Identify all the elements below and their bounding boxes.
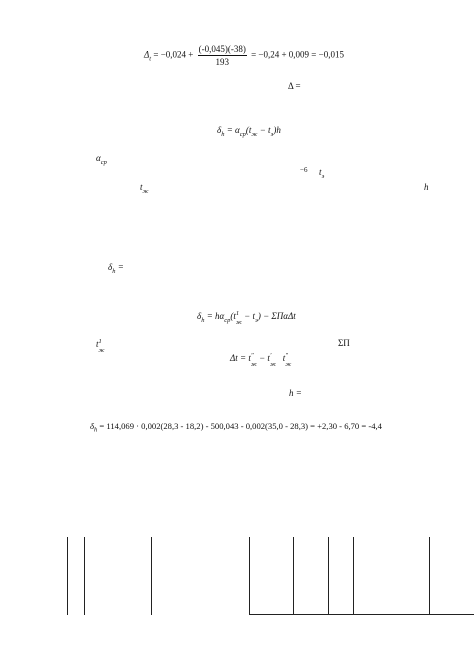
table-column-divider <box>429 537 430 615</box>
sigma-pi-fragment: ΣΠ <box>338 338 350 348</box>
h-fragment: h <box>424 182 429 192</box>
delta-h-fragment: $\delta_h$ = <box>108 262 124 275</box>
t1-fragment: t 1 ж <box>96 338 105 354</box>
alpha-fragment: $\alpha_{ср}$ <box>96 153 107 166</box>
tzh-fragment: $t_ж$ <box>140 182 149 195</box>
equation-delta-t: $\Delta_t = -0,024$ + $\frac{(-0,045)(-38)}{193}$ = −0,24 + 0,009 = −0,015 <box>144 44 344 67</box>
delta-fragment: Δ = <box>288 81 301 91</box>
te-fragment: $t_э$ <box>319 167 325 180</box>
equation-delta-h-numeric: $\delta_h = 114,069 \cdot 0,002(28,3 - 18,2) - 500,043 - 0,002(35,0 - 28,3) = +2,30 - 6,70 = -4,4$ <box>90 421 382 434</box>
fraction: $\frac{(-0,045)(-38)}{193}$ <box>198 44 246 67</box>
table-bottom-border <box>249 614 474 615</box>
equation-delta-h-full: $\delta_h = h\alpha_{ср}(t$ 1 ж − $t_э) - \Sigma\Pi\alpha\Delta t$ <box>197 310 296 326</box>
table-column-divider <box>151 537 152 615</box>
table-column-divider <box>293 537 294 615</box>
table-column-divider <box>67 537 68 615</box>
table-column-divider <box>249 537 250 615</box>
table-column-divider <box>84 537 85 615</box>
equation-delta-h: $\delta_h = \alpha_{ср}(t_ж - t_э)h$ <box>217 125 281 138</box>
table-column-divider <box>353 537 354 615</box>
h-equals-fragment: h = <box>289 388 302 398</box>
equation-delta-t-diff: Δt = t ″ ж − t ′ ж t ″ ж <box>230 352 292 368</box>
exponent-fragment: −6 <box>300 166 308 174</box>
table-column-divider <box>328 537 329 615</box>
